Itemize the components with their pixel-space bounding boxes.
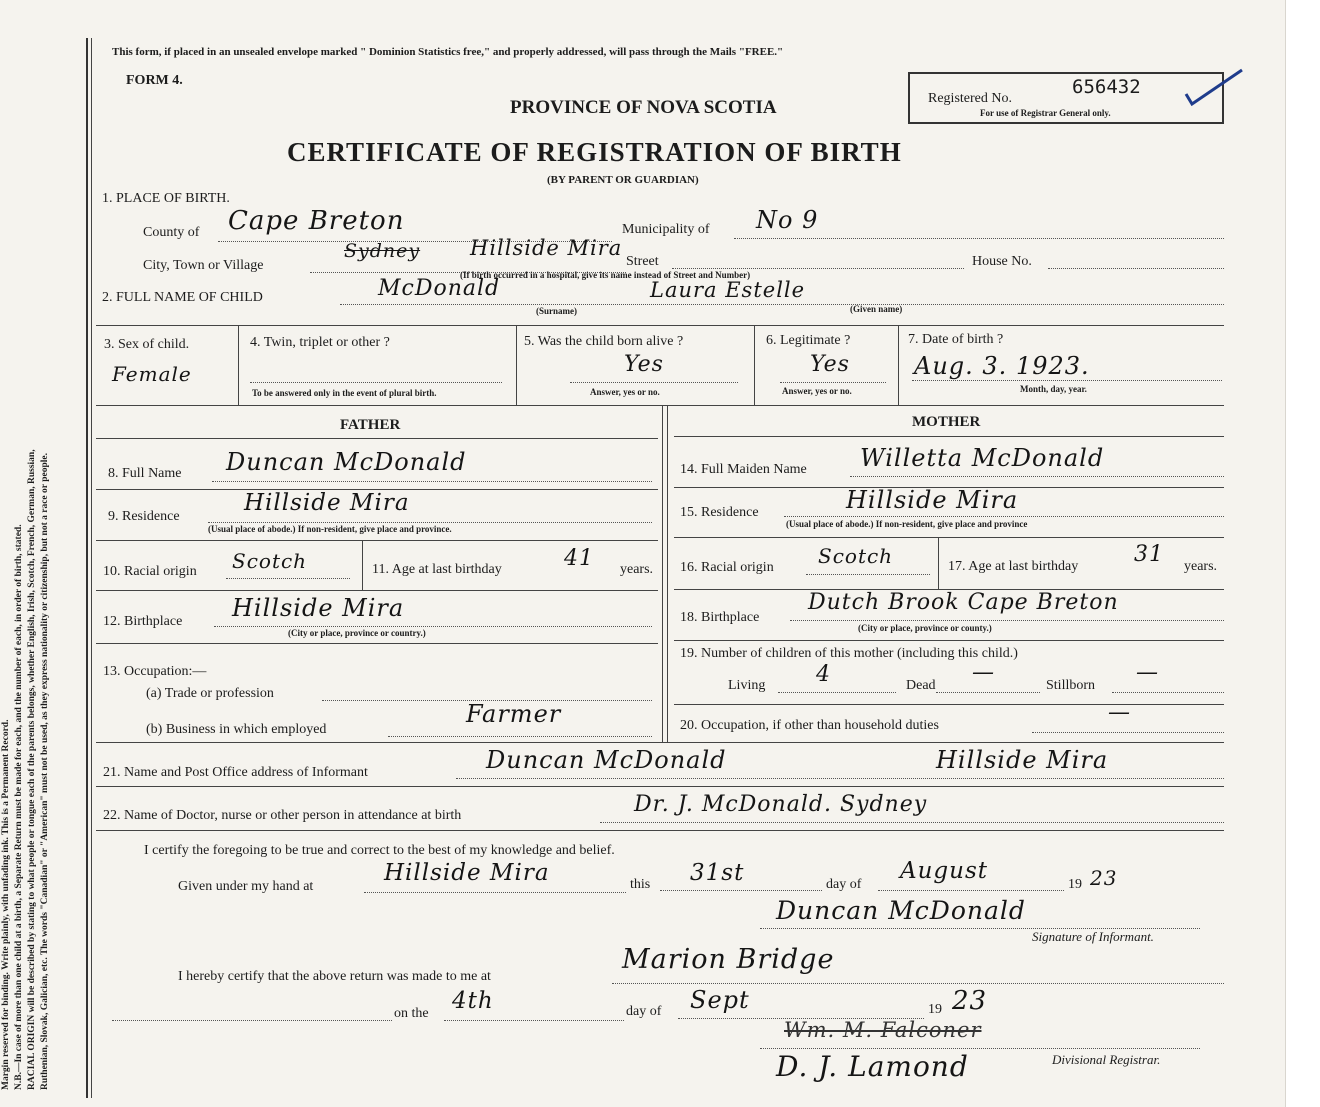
registrar-place-line: [612, 983, 1224, 984]
sex-label: 3. Sex of child.: [104, 337, 190, 352]
father-race-line: [226, 578, 350, 579]
section-rule: [96, 830, 1224, 831]
this-label: this: [630, 877, 651, 892]
cell-divider: [362, 540, 363, 590]
given-year-value: 23: [1090, 866, 1118, 890]
check-mark-icon: [1178, 64, 1248, 112]
father-name-value: Duncan McDonald: [226, 448, 467, 476]
registrar-on-the-label: on the: [394, 1006, 429, 1021]
registrar-day-value: 4th: [452, 988, 494, 1014]
living-label: Living: [728, 678, 766, 693]
margin-line-3: RACIAL ORIGIN will be described by stating to what people or tongue each of the parents belongs, whether English, Irish, Scotch, French, German, Russian,: [27, 449, 37, 1090]
registered-label: Registered No.: [928, 91, 1012, 106]
twin-label: 4. Twin, triplet or other ?: [250, 335, 390, 350]
father-age-label: 11. Age at last birthday: [372, 562, 502, 577]
father-residence-label: 9. Residence: [108, 509, 180, 524]
child-surname: McDonald: [378, 276, 501, 301]
surname-caption: (Surname): [536, 306, 577, 316]
cell-divider: [938, 537, 939, 589]
given-day-of-label: day of: [826, 877, 862, 892]
mother-name-label: 14. Full Maiden Name: [680, 462, 807, 477]
child-name-label: 2. FULL NAME OF CHILD: [102, 290, 263, 305]
legitimate-label: 6. Legitimate ?: [766, 333, 851, 348]
margin-line-2: N.B.—In case of more than one child at a birth, a Separate Return must be made for each, and the number of each, in order of birth, stated.: [14, 524, 24, 1090]
row-rule: [96, 540, 658, 541]
mother-occupation-value: —: [1108, 700, 1131, 725]
registrar-year-value: 23: [952, 986, 988, 1016]
alive-label: 5. Was the child born alive ?: [524, 334, 684, 349]
twin-note: To be answered only in the event of plural birth.: [252, 388, 437, 398]
given-month-line: [878, 890, 1064, 891]
dob-caption: Month, day, year.: [1020, 384, 1087, 394]
father-name-line: [212, 481, 652, 482]
father-residence-caption: (Usual place of abode.) If non-resident, give place and province.: [208, 524, 452, 534]
form-number: FORM 4.: [126, 73, 183, 88]
given-place-line: [364, 892, 626, 893]
registrar-caption: Divisional Registrar.: [1052, 1052, 1161, 1067]
margin-line-4: Ruthenian, Slovak, Galician, etc. The words "Canadian" or "American" must not be used, as they express nationality or citizenship, but not a race or people.: [40, 453, 50, 1090]
informant-signature-caption: Signature of Informant.: [1032, 929, 1154, 944]
registered-value: 656432: [1072, 76, 1141, 98]
stillborn-line: [1112, 692, 1224, 693]
alive-caption: Answer, yes or no.: [590, 387, 660, 397]
cell-divider: [754, 325, 755, 405]
dead-label: Dead: [906, 678, 936, 693]
municipality-line: [734, 238, 1224, 239]
mother-age-years: years.: [1184, 559, 1218, 574]
mother-residence-line: [784, 516, 1224, 517]
mother-occupation-label: 20. Occupation, if other than household duties: [680, 718, 939, 733]
mother-residence-label: 15. Residence: [680, 505, 759, 520]
street-label: Street: [626, 254, 659, 269]
section-rule: [96, 786, 1224, 787]
father-age-years: years.: [620, 562, 654, 577]
registrar-place-value: Marion Bridge: [622, 944, 835, 975]
margin-line-1: Margin reserved for binding. Write plainly, with unfading ink. This is a Permanent Record.: [1, 719, 11, 1090]
informant-signature: Duncan McDonald: [776, 896, 1026, 925]
legitimate-value: Yes: [810, 352, 850, 377]
father-business-line: [388, 736, 652, 737]
doctor-value: Dr. J. McDonald. Sydney: [634, 792, 928, 817]
province-heading: PROVINCE OF NOVA SCOTIA: [510, 97, 777, 118]
city-label: City, Town or Village: [143, 258, 264, 273]
father-residence-value: Hillside Mira: [244, 490, 410, 516]
dob-value: Aug. 3. 1923.: [914, 352, 1090, 380]
dead-line: [936, 692, 1040, 693]
given-year-prefix: 19: [1068, 877, 1082, 892]
father-trade-label: (a) Trade or profession: [146, 686, 274, 701]
mother-race-label: 16. Racial origin: [680, 560, 774, 575]
mother-name-line: [850, 476, 1224, 477]
street-line: [672, 268, 964, 269]
column-divider: [662, 405, 663, 742]
father-business-label: (b) Business in which employed: [146, 722, 327, 737]
given-month-value: August: [900, 858, 989, 884]
dob-line: [912, 380, 1222, 381]
cell-divider: [238, 325, 239, 405]
registrar-lead-line: [112, 1020, 392, 1021]
house-line: [1048, 268, 1224, 269]
certificate-title: CERTIFICATE OF REGISTRATION OF BIRTH: [287, 137, 902, 167]
house-label: House No.: [972, 254, 1032, 269]
registrar-signature: D. J. Lamond: [776, 1050, 969, 1083]
column-divider-inner: [667, 405, 668, 742]
mother-heading: MOTHER: [912, 414, 981, 430]
given-place-value: Hillside Mira: [384, 860, 550, 886]
living-value: 4: [816, 662, 831, 687]
county-label: County of: [143, 225, 200, 240]
stillborn-value: —: [1136, 660, 1159, 685]
sex-value: Female: [112, 362, 192, 386]
margin-rule: [86, 38, 88, 1098]
father-heading: FATHER: [340, 417, 401, 433]
cell-divider: [898, 325, 899, 405]
father-race-value: Scotch: [232, 549, 308, 573]
father-race-label: 10. Racial origin: [103, 564, 197, 579]
legitimate-caption: Answer, yes or no.: [782, 386, 852, 396]
margin-instructions: [0, 30, 52, 1090]
informant-label: 21. Name and Post Office address of Informant: [103, 765, 368, 780]
certificate-subtitle: (BY PARENT OR GUARDIAN): [547, 174, 699, 186]
living-line: [778, 692, 896, 693]
child-name-line: [340, 304, 1224, 305]
twin-line: [250, 382, 502, 383]
mother-name-value: Willetta McDonald: [860, 444, 1105, 472]
row-rule: [674, 640, 1224, 641]
given-day-value: 31st: [690, 860, 745, 886]
dob-label: 7. Date of birth ?: [908, 332, 1004, 347]
mother-age-label: 17. Age at last birthday: [948, 559, 1079, 574]
mother-race-line: [806, 574, 930, 575]
margin-rule-inner: [91, 38, 92, 1098]
stillborn-label: Stillborn: [1046, 678, 1096, 693]
row-rule: [674, 537, 1224, 538]
father-birthplace-value: Hillside Mira: [232, 594, 405, 622]
dead-value: —: [972, 660, 995, 685]
father-residence-line: [208, 522, 652, 523]
mother-race-value: Scotch: [818, 544, 894, 568]
registrar-struck-signature: Wm. M. Falconer: [784, 1018, 982, 1042]
given-under-label: Given under my hand at: [178, 879, 314, 894]
father-occupation-label: 13. Occupation:—: [103, 664, 207, 679]
father-heading-rule: [96, 438, 658, 439]
father-business-value: Farmer: [466, 700, 562, 728]
mother-birthplace-line: [790, 620, 1224, 621]
row-top-rule: [96, 325, 1224, 326]
informant-line: [456, 778, 1224, 779]
given-day-line: [660, 890, 822, 891]
municipality-label: Municipality of: [622, 222, 710, 237]
section-rule: [96, 742, 1224, 743]
children-count-label: 19. Number of children of this mother (including this child.): [680, 646, 1018, 661]
mother-heading-rule: [674, 436, 1224, 437]
mother-birthplace-caption: (City or place, province or county.): [858, 623, 992, 633]
father-birthplace-label: 12. Birthplace: [103, 614, 183, 629]
legitimate-line: [780, 382, 886, 383]
child-given-name: Laura Estelle: [650, 278, 806, 302]
county-value: Cape Breton: [228, 206, 405, 236]
row-rule: [96, 643, 658, 644]
place-heading: 1. PLACE OF BIRTH.: [102, 191, 230, 206]
mother-birthplace-label: 18. Birthplace: [680, 610, 760, 625]
municipality-value: No 9: [756, 206, 819, 234]
row-rule: [674, 704, 1224, 705]
certify-statement: I certify the foregoing to be true and correct to the best of my knowledge and belief.: [144, 843, 615, 858]
registrar-signature-line: [760, 1048, 1200, 1049]
given-caption: (Given name): [850, 304, 903, 314]
registered-note: For use of Registrar General only.: [980, 108, 1111, 118]
father-age-value: 41: [564, 546, 594, 571]
city-struck-value: Sydney: [344, 240, 421, 262]
informant-name-value: Duncan McDonald: [486, 746, 727, 774]
registrar-statement: I hereby certify that the above return was made to me at: [178, 969, 491, 984]
father-birthplace-caption: (City or place, province or country.): [288, 628, 426, 638]
registrar-month-value: Sept: [690, 986, 750, 1014]
city-value: Hillside Mira: [470, 236, 623, 260]
registrar-day-of-label: day of: [626, 1004, 662, 1019]
mother-birthplace-value: Dutch Brook Cape Breton: [808, 590, 1119, 615]
mother-occupation-line: [1032, 732, 1224, 733]
doctor-line: [600, 822, 1224, 823]
father-name-label: 8. Full Name: [108, 466, 182, 481]
mother-residence-value: Hillside Mira: [846, 486, 1019, 514]
informant-address-value: Hillside Mira: [936, 746, 1109, 774]
mail-notice: This form, if placed in an unsealed envelope marked " Dominion Statistics free," and properly addressed, will pass through the Mails "FREE.": [112, 46, 784, 58]
alive-value: Yes: [624, 352, 664, 377]
mother-age-value: 31: [1134, 542, 1164, 567]
alive-line: [570, 382, 738, 383]
father-birthplace-line: [214, 626, 652, 627]
registrar-year-prefix: 19: [928, 1002, 942, 1017]
row-rule: [96, 590, 658, 591]
mother-residence-caption: (Usual place of abode.) If non-resident, give place and province: [786, 519, 1028, 529]
registrar-day-line: [444, 1020, 624, 1021]
cell-divider: [516, 325, 517, 405]
hospital-note: (If birth occurred in a hospital, give its name instead of Street and Number): [460, 270, 751, 280]
doctor-label: 22. Name of Doctor, nurse or other person in attendance at birth: [103, 808, 462, 823]
row-bottom-rule: [96, 405, 1224, 406]
registered-number-box: [908, 72, 1224, 124]
